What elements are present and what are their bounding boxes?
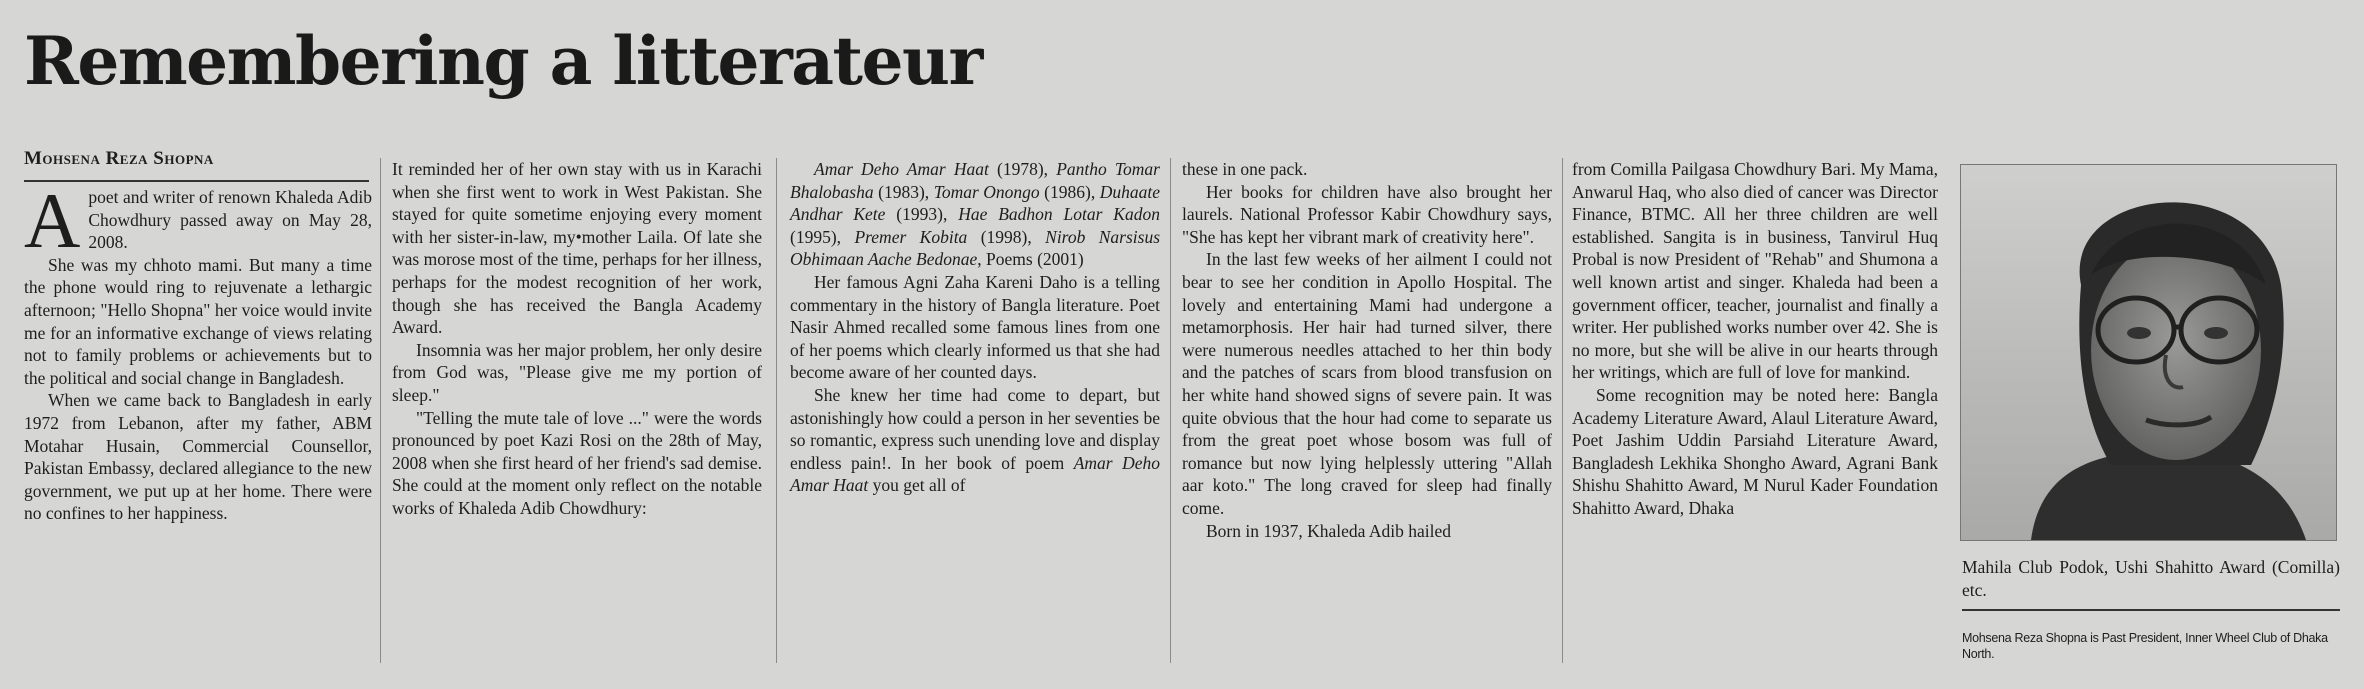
author-photo (1960, 164, 2337, 541)
column-divider (776, 158, 777, 663)
work-title: Amar Deho Amar Haat (790, 452, 1160, 496)
paragraph: She was my chhoto mami. But many a time the phone would ring to rejuvenate a lethargic afternoon; "Hello Shopna" her voice would invite me for an informative exchange of views relating not to family problems or achievements but to the political and social change in Bangladesh. (24, 254, 372, 388)
article-column-3 (790, 158, 1160, 497)
work-year: (1986), (1039, 181, 1100, 202)
column-divider (1562, 158, 1563, 663)
author-note: Mohsena Reza Shopna is Past President, Inner Wheel Club of Dhaka North. (1962, 631, 2328, 661)
paragraph: Her famous Agni Zaha Kareni Daho is a telling commentary in the history of Bangla literature. Poet Nasir Ahmed recalled some famous lines from one of her poems which clearly informed us that she had become aware of her counted days. (790, 271, 1160, 383)
caption-divider (1962, 609, 2340, 611)
work-year: (1983), (873, 181, 934, 202)
article-column-5 (1572, 158, 1938, 520)
article-column-2 (392, 158, 762, 520)
article-column-1 (24, 177, 372, 525)
paragraph: these in one pack. (1182, 159, 1308, 179)
paragraph: Insomnia was her major problem, her only desire from God was, "Please give me my portion of sleep." (392, 339, 762, 405)
work-title: Duhaate Andhar Kete (790, 181, 1161, 225)
byline: Mohsena Reza Shopna (24, 148, 369, 182)
column-divider (380, 158, 381, 663)
paragraph: Her books for children have also brought her laurels. National Professor Kabir Chowdhury says, "She has kept her vibrant mark of creativity here". (1182, 181, 1552, 247)
paragraph: Born in 1937, Khaleda Adib hailed (1206, 520, 1451, 541)
work-year: , Poems (2001) (977, 249, 1084, 270)
paragraph (24, 177, 372, 264)
paragraph-text: She knew her time had come to depart, but astonishingly how could a person in her seventies be so romantic, express such unending love and display endless pain!. In her book of poem (790, 384, 1160, 473)
paragraph: Some recognition may be noted here: Bangla Academy Literature Award, Alaul Literature Award, Poet Jashim Uddin Parsiahd Literature Award, Bangladesh Lekhika Shongho Award, Agrani Bank Shishu Shahitto Award, M Nurul Kader Foundation Shahitto Award, Dhaka (1572, 384, 1938, 518)
paragraph-text: you get all of (868, 475, 966, 496)
paragraph: "Telling the mute tale of love ..." were the words pronounced by poet Kazi Rosi on the 28th of May, 2008 when she first heard of her friend's sad demise. She could at the moment only reflect on the notable works of Khaleda Adib Chowdhury: (392, 407, 762, 518)
article-column-4 (1182, 158, 1552, 542)
paragraph: It reminded her of her own stay with us in Karachi when she first went to work in West Pakistan. She stayed for quite sometime enjoying every moment with her sister-in-law, my•mother Laila. Of late she was morose most of the time, perhaps for her illness, perhaps for the modest recognition of her work, though she has received the Bangla Academy Award. (392, 159, 762, 338)
work-title: Tomar Onongo (933, 181, 1040, 202)
column-divider (1170, 158, 1171, 663)
works-list (790, 158, 1160, 271)
paragraph: from Comilla Pailgasa Chowdhury Bari. My Mama, Anwarul Haq, who also died of cancer was Director Finance, BTMC. All her three children are well established. Sangita is in business, Tanvirul Huq Probal is now President of "Rehab" and Shumona a well known artist and singer. Khaleda had been a government officer, teacher, journalist and finally a writer. Her published works number over 42. She is no more, but she will be alive in our hearts through her writings, which are full of love for mankind. (1572, 159, 1938, 383)
paragraph (790, 384, 1160, 497)
work-year: (1998), (967, 226, 1046, 247)
work-title: Amar Deho Amar Haat (814, 159, 989, 179)
work-year: (1993), (885, 204, 959, 225)
work-year: (1978), (988, 159, 1057, 179)
headline: Remembering a litterateur (24, 22, 982, 100)
paragraph: In the last few weeks of her ailment I could not bear to see her condition in Apollo Hospital. The lovely and entertaining Mami had undergone a metamorphosis. Her hair had turned silver, there were numerous needles attached to her thin body and the patches of scars from blood transfusion on her white hand showed signs of severe pain. It was quite obvious that the hour had come to separate us from the great poet whose bosom was full of romance but now lying helplessly uttering "Allah aar koto." The long craved for sleep had finally come. (1182, 249, 1552, 518)
caption-continuation: Mahila Club Podok, Ushi Shahitto Award (Comilla) etc. (1962, 557, 2340, 600)
work-title: Premer Kobita (854, 226, 968, 247)
paragraph: When we came back to Bangladesh in early 1972 from Lebanon, after my father, ABM Motahar Husain, Commercial Counsellor, Pakistan Embassy, declared allegiance to the new government, we put up at her home. There were no confines to her happiness. (24, 390, 372, 524)
portrait-illustration (1961, 165, 2336, 540)
work-title: Nirob Narsisus Obhimaan Aache Bedonae (790, 226, 1161, 270)
work-title: Hae Badhon Lotar Kadon (958, 204, 1160, 225)
drop-cap: A (24, 177, 81, 264)
work-title: Pantho Tomar Bhalobasha (790, 159, 1160, 202)
paragraph-text: poet and writer of renown Khaleda Adib Chowdhury passed away on May 28, 2008. (88, 187, 372, 253)
work-year: (1995), (790, 226, 855, 247)
